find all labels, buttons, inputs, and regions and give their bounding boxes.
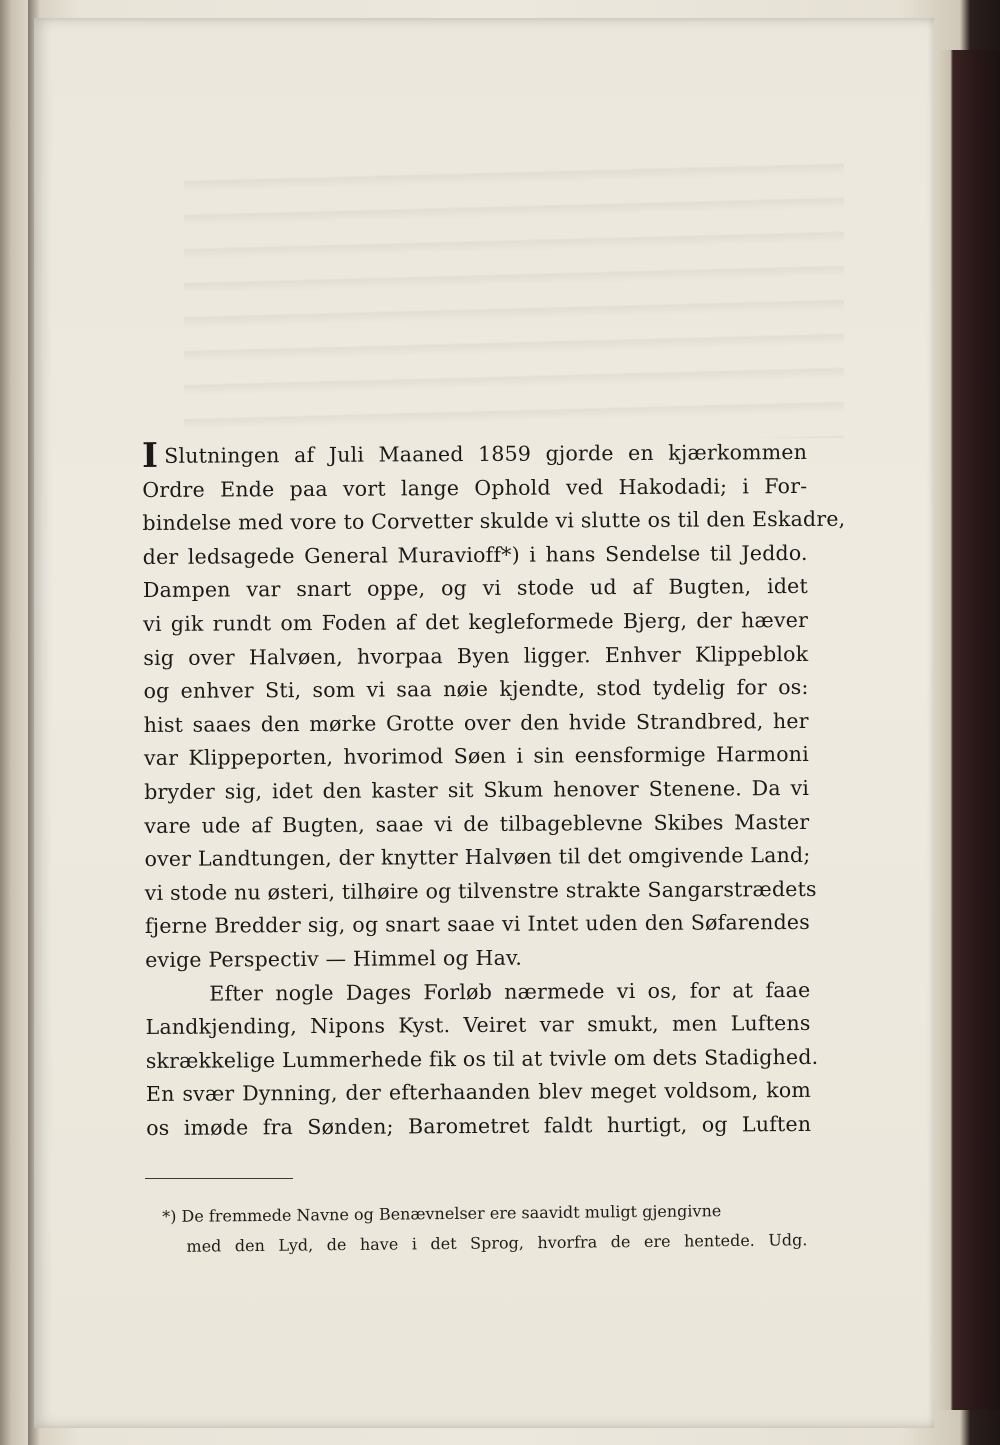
text-line-19: skrækkelige Lummerhede fik os til at tvivle om dets Stadighed.	[145, 1044, 819, 1073]
text-line-3: bindelse med vore to Corvetter skulde vi slutte os til den Eskadre,	[142, 506, 846, 536]
text-line-8: og enhver Sti, som vi saa nøie kjendte, stod tydelig for os:	[143, 675, 809, 704]
text-line-1: I Slutningen af Juli Maaned 1859 gjorde en kjærkommen	[141, 435, 808, 476]
text-line-20: En svær Dynning, der efterhaanden blev meget voldsom, kom	[145, 1078, 812, 1107]
text-line-21: os imøde fra Sønden; Barometret faldt hurtigt, og Luften	[146, 1111, 812, 1140]
text-line-7: sig over Halvøen, hvorpaa Byen ligger. Enhver Klippeblok	[143, 641, 809, 670]
text-line-15: fjerne Bredder sig, og snart saae vi Intet uden den Søfarendes	[144, 910, 811, 939]
drop-cap: I	[141, 435, 159, 476]
book-cover-edge	[938, 50, 1000, 1410]
text-line-16: evige Perspectiv — Himmel og Hav.	[145, 945, 523, 972]
text-line-10: var Klippeporten, hvorimod Søen i sin eensformige Harmoni	[143, 742, 810, 771]
previous-page-edge	[0, 0, 28, 1445]
main-text	[141, 435, 846, 1146]
footnote-line-1: *) De fremmede Navne og Benævnelser ere saavidt muligt gjengivne	[162, 1201, 722, 1226]
footnote	[162, 1195, 808, 1262]
text-line-14: vi stode nu østeri, tilhøire og tilvenstre strakte Sangarstrædets	[144, 876, 817, 905]
footnote-line-2: med den Lyd, de have i det Sprog, hvorfra de ere hentede. Udg.	[186, 1230, 808, 1256]
text-line-11: bryder sig, idet den kaster sit Skum henover Stenene. Da vi	[144, 775, 810, 804]
text-line-9: hist saaes den mørke Grotte over den hvide Strandbred, her	[143, 708, 809, 737]
text-line-5: Dampen var snart oppe, og vi stode ud af Bugten, idet	[142, 574, 808, 603]
text-line-17: Efter nogle Dages Forløb nærmede vi os, for at faae	[209, 977, 811, 1006]
text-line-12: vare ude af Bugten, saae vi de tilbageblevne Skibes Master	[144, 809, 810, 838]
show-through-text	[184, 158, 844, 438]
text-line-18: Landkjending, Nipons Kyst. Veiret var smukt, men Luftens	[145, 1011, 811, 1040]
text-line-2: Ordre Ende paa vort lange Ophold ved Hakodadi; i For-	[142, 473, 808, 502]
text-line-13: over Landtungen, der knytter Halvøen til det omgivende Land;	[144, 843, 811, 872]
text-line-4: der ledsagede General Muravioff*) i hans Sendelse til Jeddo.	[142, 540, 808, 569]
text-line-6: vi gik rundt om Foden af det kegleformede Bjerg, der hæver	[143, 607, 809, 636]
footnote-rule	[145, 1178, 293, 1179]
